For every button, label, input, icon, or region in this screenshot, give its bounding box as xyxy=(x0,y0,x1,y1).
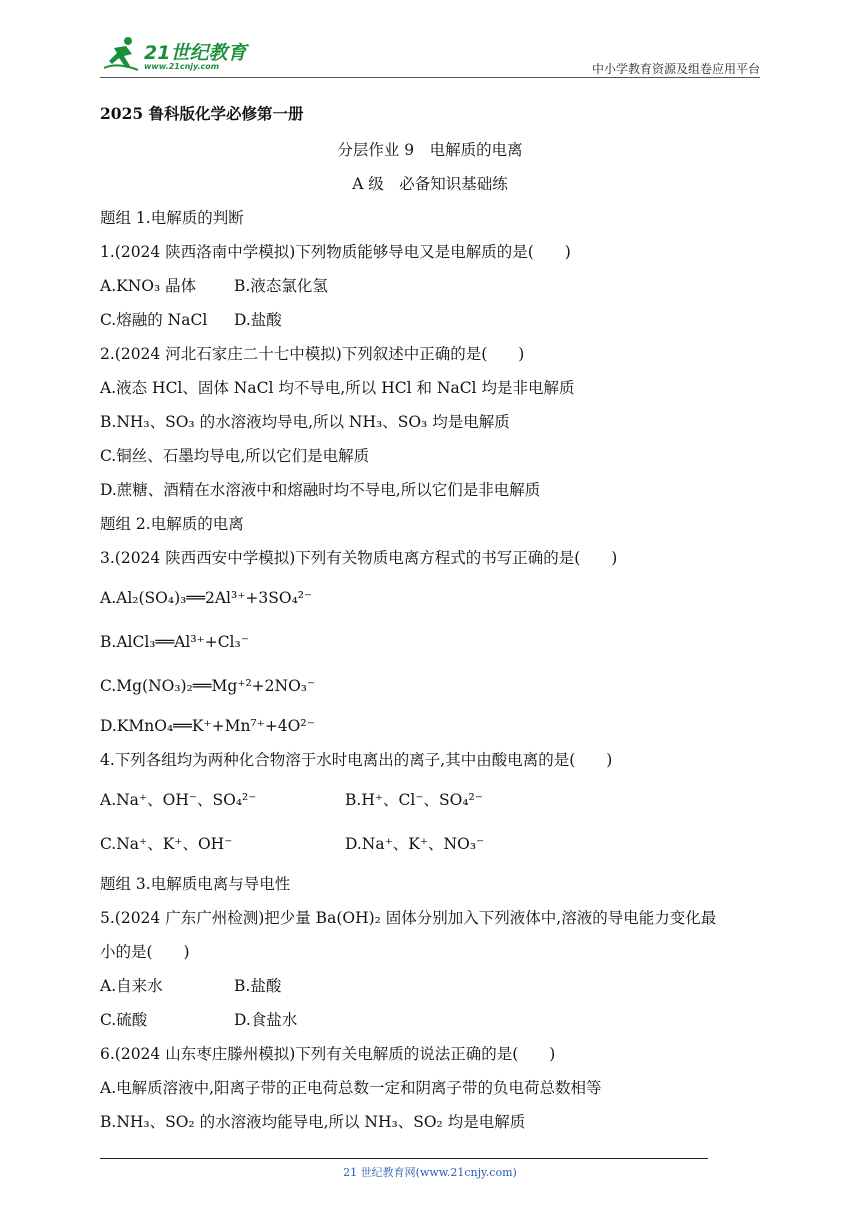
q3-option-c: C.Mg(NO₃)₂══Mg⁺²+2NO₃⁻ xyxy=(100,677,316,695)
q6-option-a: A.电解质溶液中,阳离子带的正电荷总数一定和阴离子带的负电荷总数相等 xyxy=(100,1079,602,1097)
runner-logo-icon xyxy=(102,34,142,74)
assignment-title: 分层作业 9 电解质的电离 xyxy=(337,141,523,159)
level-title: A 级 必备知识基础练 xyxy=(352,175,508,193)
question-1-stem: 1.(2024 陕西洛南中学模拟)下列物质能够导电又是电解质的是( ) xyxy=(100,243,571,261)
group-heading: 题组 3.电解质电离与导电性 xyxy=(100,875,291,893)
q2-option-b: B.NH₃、SO₃ 的水溶液均导电,所以 NH₃、SO₃ 均是电解质 xyxy=(100,413,510,431)
site-logo[interactable] xyxy=(100,32,270,74)
q1-option-d: D.盐酸 xyxy=(234,311,282,329)
q5-option-d: D.食盐水 xyxy=(234,1011,298,1029)
question-4-stem: 4.下列各组均为两种化合物溶于水时电离出的离子,其中由酸电离的是( ) xyxy=(100,751,613,769)
q3-option-b: B.AlCl₃══Al³⁺+Cl₃⁻ xyxy=(100,633,249,651)
header-platform-text: 中小学教育资源及组卷应用平台 xyxy=(591,62,760,76)
q3-option-a: A.Al₂(SO₄)₃══2Al³⁺+3SO₄²⁻ xyxy=(100,589,313,607)
question-3-stem: 3.(2024 陕西西安中学模拟)下列有关物质电离方程式的书写正确的是( ) xyxy=(100,549,618,567)
header-divider xyxy=(100,77,760,78)
footer-link[interactable]: 21 世纪教育网(www.21cnjy.com) xyxy=(343,1166,517,1179)
q4-option-a: A.Na⁺、OH⁻、SO₄²⁻ xyxy=(100,791,257,809)
q6-option-b: B.NH₃、SO₂ 的水溶液均能导电,所以 NH₃、SO₂ 均是电解质 xyxy=(100,1113,526,1131)
q2-option-d: D.蔗糖、酒精在水溶液中和熔融时均不导电,所以它们是非电解质 xyxy=(100,481,541,499)
question-6-stem: 6.(2024 山东枣庄滕州模拟)下列有关电解质的说法正确的是( ) xyxy=(100,1045,556,1063)
q4-option-d: D.Na⁺、K⁺、NO₃⁻ xyxy=(345,835,485,853)
q1-option-a: A.KNO₃ 晶体 xyxy=(100,277,197,295)
q1-option-c: C.熔融的 NaCl xyxy=(100,311,208,329)
question-5-stem-line1: 5.(2024 广东广州检测)把少量 Ba(OH)₂ 固体分别加入下列液体中,溶液的导电能力变化最 xyxy=(100,909,717,927)
q2-option-a: A.液态 HCl、固体 NaCl 均不导电,所以 HCl 和 NaCl 均是非电解质 xyxy=(100,379,575,397)
q4-option-c: C.Na⁺、K⁺、OH⁻ xyxy=(100,835,233,853)
q3-option-d: D.KMnO₄══K⁺+Mn⁷⁺+4O²⁻ xyxy=(100,717,315,735)
book-title: 2025 鲁科版化学必修第一册 xyxy=(100,104,304,123)
q1-option-b: B.液态氯化氢 xyxy=(234,277,328,295)
group-heading: 题组 1.电解质的判断 xyxy=(100,209,244,227)
q5-option-c: C.硫酸 xyxy=(100,1011,148,1029)
brand-name: 21世纪教育 xyxy=(144,42,247,64)
group-heading: 题组 2.电解质的电离 xyxy=(100,515,244,533)
q4-option-b: B.H⁺、Cl⁻、SO₄²⁻ xyxy=(345,791,483,809)
page-header xyxy=(100,28,760,78)
q5-option-b: B.盐酸 xyxy=(234,977,282,995)
q5-option-a: A.自来水 xyxy=(100,977,163,995)
brand-url: www.21cnjy.com xyxy=(144,62,220,71)
q2-option-c: C.铜丝、石墨均导电,所以它们是电解质 xyxy=(100,447,370,465)
question-2-stem: 2.(2024 河北石家庄二十七中模拟)下列叙述中正确的是( ) xyxy=(100,345,525,363)
question-5-stem-line2: 小的是( ) xyxy=(100,943,190,961)
footer-divider xyxy=(100,1158,708,1159)
